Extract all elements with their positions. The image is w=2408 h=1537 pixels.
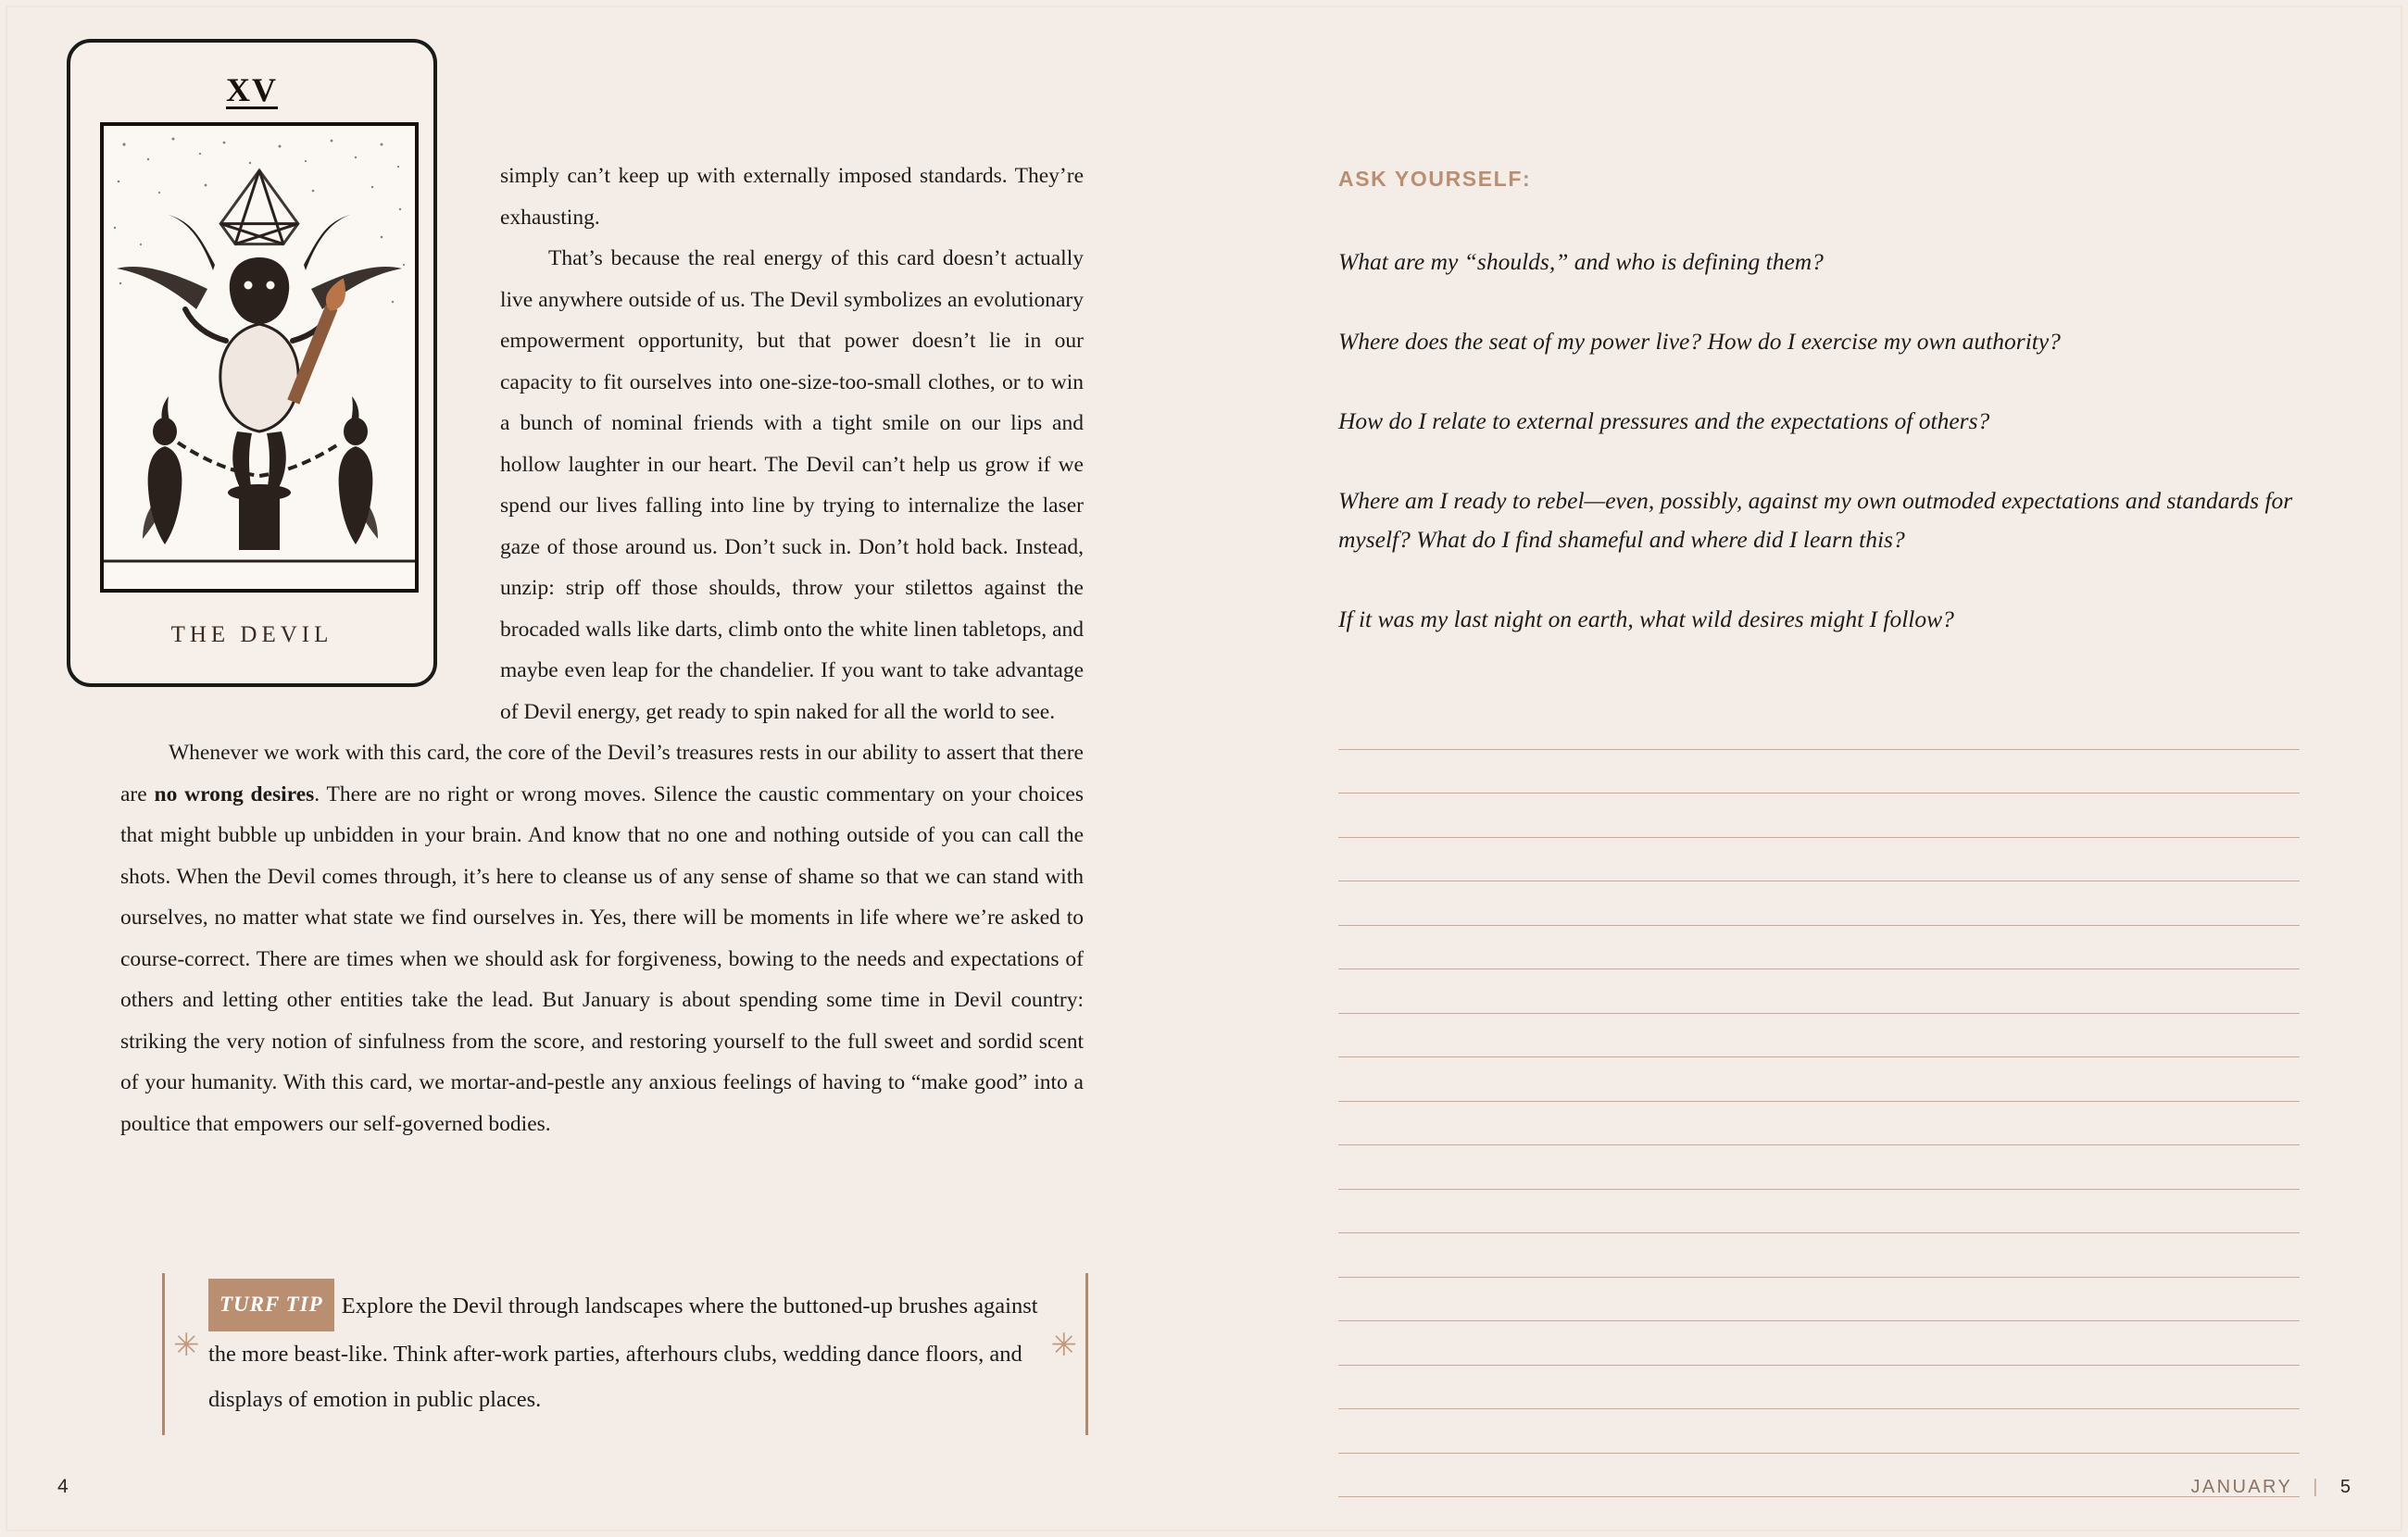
right-page xyxy=(1204,0,2408,1537)
turf-tip-callout xyxy=(162,1273,1088,1435)
paragraph-3-after: . There are no right or wrong moves. Silence the caustic commentary on your choices that might bubble up unbidden in your brain. And know that no one and nothing outside of you can call the shots. When the Devil comes through, it’s here to cleanse us of any sense of shame so that we can stand with ourselves, no matter what state we find ourselves in. Yes, there will be moments in life where we’re asked to course-correct. There are times when we should ask for forgiveness, bowing to the needs and expectations of others and letting other entities take the lead. But January is about spending some time in Devil country: striking the very notion of sinfulness from the score, and restoring yourself to the full sweet and sordid scent of your humanity. With this card, we mortar-and-pestle any anxious feelings of having to “make good” into a poultice that empowers our self-governed bodies. xyxy=(120,781,1085,1136)
page-number-left: 4 xyxy=(57,1476,69,1497)
writing-line[interactable] xyxy=(1338,1409,2300,1454)
page-number-right: 5 xyxy=(2339,1477,2351,1497)
writing-line[interactable] xyxy=(1338,1233,2300,1278)
journal-prompt: Where am I ready to rebel—even, possibly, against my own outmoded expectations and standards for myself? What do I find shameful and where did I learn this? xyxy=(1338,487,2293,553)
writing-line[interactable] xyxy=(1338,1321,2300,1366)
journal-prompt: What are my “shoulds,” and who is defining them? xyxy=(1338,248,1824,275)
writing-line[interactable] xyxy=(1338,793,2300,838)
devil-tarot-illustration-icon xyxy=(100,122,419,593)
journal-prompt: How do I relate to external pressures and the expectations of others? xyxy=(1338,407,1990,434)
paragraph-1: simply can’t keep up with externally imposed standards. They’re exhausting. xyxy=(500,164,1084,230)
writing-line[interactable] xyxy=(1338,1454,2300,1498)
writing-line[interactable] xyxy=(1338,1102,2300,1146)
writing-line[interactable] xyxy=(1338,881,2300,926)
journal-prompt: If it was my last night on earth, what wild desires might I follow? xyxy=(1338,606,1954,632)
writing-line[interactable] xyxy=(1338,838,2300,882)
writing-line[interactable] xyxy=(1338,1366,2300,1410)
writing-lines-area[interactable] xyxy=(1338,706,2300,1497)
tarot-card-figure xyxy=(67,39,437,687)
writing-line[interactable] xyxy=(1338,1278,2300,1322)
tarot-card-title: THE DEVIL xyxy=(170,622,333,647)
paragraph-2: That’s because the real energy of this card doesn’t actually live anywhere outside of us. The Devil symbolizes an evolutionary empowerment opportunity, but that power doesn’t lie in our capacity to fit ourselves into one-size-too-small clothes, or to win a bunch of nominal friends with a tight smile on our lips and hollow laughter in our heart. The Devil can’t help us grow if we spend our lives falling into line by trying to internalize the laser gaze of those around us. Don’t suck in. Don’t hold back. Instead, unzip: strip off those shoulds, throw your stilettos against the brocaded walls like darts, climb onto the white linen tabletops, and maybe even leap for the chandelier. If you want to take advantage of Devil energy, get ready to spin naked for all the world to see. xyxy=(500,246,1084,724)
tarot-card-inner xyxy=(85,57,419,669)
turf-tip-badge: TURF TIP xyxy=(208,1279,334,1331)
sparkle-icon-left: ✳ xyxy=(173,1329,200,1363)
writing-line[interactable] xyxy=(1338,1145,2300,1190)
writing-line[interactable] xyxy=(1338,926,2300,970)
footer-separator: | xyxy=(2313,1477,2320,1497)
turf-tip-rule-left xyxy=(162,1273,165,1435)
page-footer-right xyxy=(2190,1477,2351,1498)
turf-tip-text: Explore the Devil through landscapes where the buttoned-up brushes against the more beast-like. Think after-work parties, afterhours clubs, wedding dance floors, and displays of emotion in public places. xyxy=(208,1293,1038,1412)
paragraph-3-emphasis: no wrong desires xyxy=(154,781,315,806)
turf-tip-text-block xyxy=(208,1279,1042,1422)
tarot-card-numeral: XV xyxy=(226,71,278,108)
journal-prompt: Where does the seat of my power live? How do I exercise my own authority? xyxy=(1338,328,2061,355)
writing-line[interactable] xyxy=(1338,1190,2300,1234)
sparkle-icon-right: ✳ xyxy=(1050,1329,1077,1363)
journal-prompt-list xyxy=(1338,243,2297,680)
paragraph-3-before: Whenever we work with this card, the core of the Devil’s treasures rests in our ability to assert that there are xyxy=(120,741,1084,806)
ask-yourself-heading: ASK YOURSELF: xyxy=(1338,167,1532,191)
writing-line[interactable] xyxy=(1338,1057,2300,1102)
writing-line[interactable] xyxy=(1338,750,2300,794)
writing-line[interactable] xyxy=(1338,706,2300,750)
paragraph-3 xyxy=(120,732,1084,1144)
turf-tip-rule-right xyxy=(1085,1273,1088,1435)
writing-line[interactable] xyxy=(1338,1014,2300,1058)
footer-month: JANUARY xyxy=(2190,1477,2293,1497)
writing-line[interactable] xyxy=(1338,969,2300,1014)
